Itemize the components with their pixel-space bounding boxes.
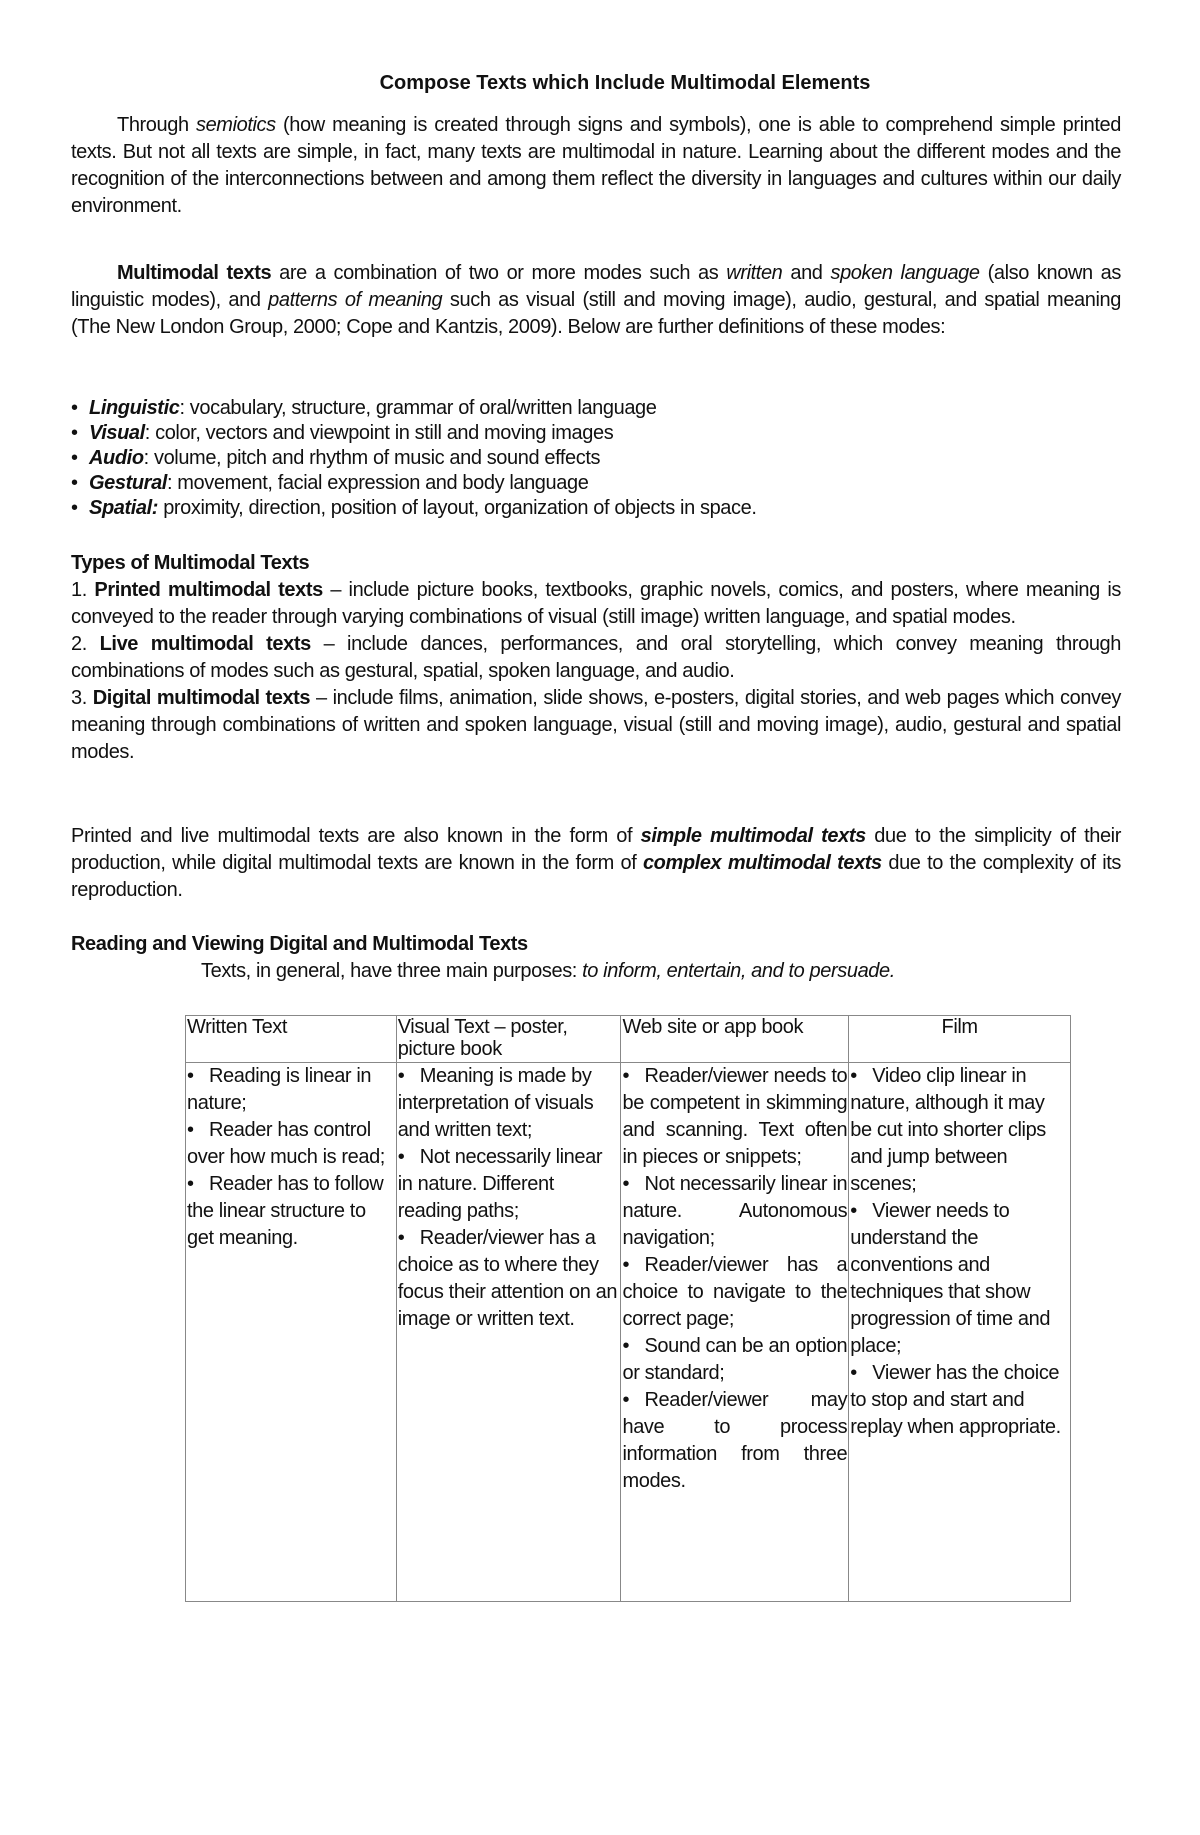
list-item: • Not necessarily linear in nature. Different reading paths; [398, 1144, 620, 1225]
mode-item: • Gestural: movement, facial expression and body language [71, 471, 1121, 496]
list-item: • Meaning is made by interpretation of visuals and written text; [398, 1063, 620, 1144]
table-header-row [186, 1016, 1071, 1063]
film-cell [849, 1063, 1071, 1602]
list-item: • Reader/viewer needs to be competent in skimming and scanning. Text often in pieces or snippets; [622, 1063, 847, 1171]
multimodal-definition-paragraph [71, 260, 1121, 341]
emphasis: spoken language [830, 262, 980, 284]
header-written-text: Written Text [186, 1016, 397, 1063]
text: Through [117, 114, 196, 136]
list-item: • Viewer needs to understand the conventions and techniques that show progression of time and place; [850, 1198, 1069, 1360]
mode-item: • Spatial: proximity, direction, position of layout, organization of objects in space. [71, 496, 1121, 521]
header-visual-text: Visual Text – poster, picture book [396, 1016, 621, 1063]
text: (how meaning is created through signs and symbols), one is able to comprehend simple printed texts. But not all texts are simple, in fact, many texts are multimodal in nature. Learning about the different modes and the recognition of the interconnections between and among them reflect the diversity in languages and cultures within our daily environment. [71, 114, 1121, 217]
types-list [71, 577, 1121, 766]
type-item: 2. Live multimodal texts – include dances, performances, and oral storytelling, which convey meaning through combinations of modes such as gestural, spatial, spoken language, and audio. [71, 633, 1121, 682]
modes-list [71, 396, 1121, 521]
type-item: 1. Printed multimodal texts – include picture books, textbooks, graphic novels, comics, and posters, where meaning is conveyed to the reader through varying combinations of visual (still image) written language, and spatial modes. [71, 579, 1121, 628]
list-item: • Video clip linear in nature, although it may be cut into shorter clips and jump between scenes; [850, 1063, 1069, 1198]
mode-item: • Audio: volume, pitch and rhythm of music and sound effects [71, 446, 1121, 471]
list-item: • Reader/viewer has a choice to navigate to the correct page; [622, 1252, 847, 1333]
list-item: • Reader has control over how much is read; [187, 1117, 395, 1171]
types-heading: Types of Multimodal Texts [71, 552, 310, 574]
list-item: • Viewer has the choice to stop and start and replay when appropriate. [850, 1360, 1069, 1441]
emphasis: patterns of meaning [268, 289, 443, 311]
header-web-site: Web site or app book [621, 1016, 849, 1063]
emphasis: semiotics [195, 114, 276, 136]
type-item: 3. Digital multimodal texts – include films, animation, slide shows, e-posters, digital stories, and web pages which convey meaning through combinations of written and spoken language, visual (still and moving image), audio, gestural and spatial modes. [71, 687, 1121, 763]
header-film: Film [849, 1016, 1071, 1063]
text: are a combination of two or more modes such as [271, 262, 727, 284]
text-types-table [185, 1015, 1071, 1602]
reading-heading: Reading and Viewing Digital and Multimodal Texts [71, 933, 528, 955]
written-text-cell [186, 1063, 397, 1602]
mode-item: • Linguistic: vocabulary, structure, grammar of oral/written language [71, 396, 1121, 421]
intro-paragraph [71, 112, 1121, 220]
list-item: • Sound can be an option or standard; [622, 1333, 847, 1387]
simple-complex-paragraph: Printed and live multimodal texts are also known in the form of simple multimodal texts due to the simplicity of their production, while digital multimodal texts are known in the form of complex multimodal texts due to the complexity of its reproduction. [71, 825, 1121, 901]
emphasis: written [726, 262, 783, 284]
visual-text-cell [396, 1063, 621, 1602]
list-item: • Reader/viewer has a choice as to where they focus their attention on an image or written text. [398, 1225, 620, 1333]
text: and [782, 262, 831, 284]
web-site-cell [621, 1063, 849, 1602]
text: (also known as linguistic modes), and [71, 262, 1121, 311]
page-title: Compose Texts which Include Multimodal Elements [379, 72, 871, 94]
list-item: • Reader has to follow the linear structure to get meaning. [187, 1171, 395, 1252]
list-item: • Reading is linear in nature; [187, 1063, 395, 1117]
table-row [186, 1063, 1071, 1602]
list-item: • Not necessarily linear in nature. Autonomous navigation; [622, 1171, 847, 1252]
purposes-line: Texts, in general, have three main purposes: to inform, entertain, and to persuade. [201, 960, 895, 982]
list-item: • Reader/viewer may have to process information from three modes. [622, 1387, 847, 1495]
mode-item: • Visual: color, vectors and viewpoint in still and moving images [71, 421, 1121, 446]
strong: Multimodal texts [117, 262, 272, 284]
text: such as visual (still and moving image), audio, gestural, and spatial meaning (The New London Group, 2000; Cope and Kantzis, 2009). Below are further definitions of these modes: [71, 289, 1121, 338]
